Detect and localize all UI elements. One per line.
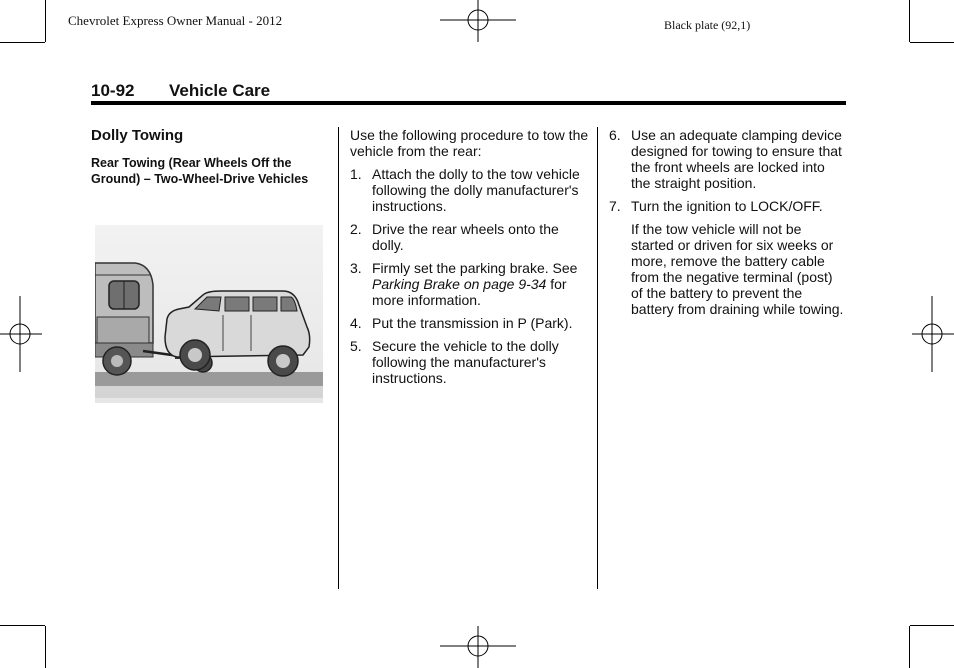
registration-mark-right (912, 296, 954, 372)
cross-reference-link[interactable]: Parking Brake on page 9-34 (372, 276, 547, 292)
heading-dolly-towing: Dolly Towing (91, 127, 184, 144)
step-text: Drive the rear wheels onto the dolly. (372, 221, 559, 253)
battery-note: If the tow vehicle will not be started or driven for six weeks or more, remove the battery cable from the negative terminal (post) of the battery to prevent the battery from draining while towing. (631, 221, 844, 317)
step-number: 4. (350, 315, 362, 331)
step-text: Firmly set the parking brake. See (372, 260, 578, 276)
list-item (609, 198, 846, 214)
registration-mark-bottom (440, 626, 516, 668)
list-item (350, 315, 590, 331)
list-item (350, 221, 590, 253)
subheading-rear-towing: Rear Towing (Rear Wheels Off the Ground) – Two-Wheel-Drive Vehicles (91, 156, 309, 186)
step-number: 5. (350, 338, 362, 354)
step-number: 2. (350, 221, 362, 237)
step-text: Attach the dolly to the tow vehicle following the dolly manufacturer's instructions. (372, 166, 580, 214)
step-number: 6. (609, 127, 621, 143)
list-item (350, 166, 590, 214)
section-header (91, 81, 846, 105)
plate-label: Black plate (92,1) (664, 18, 751, 32)
column-divider-1 (338, 127, 339, 589)
tow-vehicle-on-dolly-illustration (95, 225, 323, 403)
column-3 (609, 127, 846, 324)
manual-title: Chevrolet Express Owner Manual - 2012 (68, 13, 283, 28)
step-text: Use an adequate clamping device designed for towing to ensure that the front wheels are locked into the straight position. (631, 127, 842, 191)
step-text: Put the transmission in P (Park). (372, 315, 573, 331)
step-number: 1. (350, 166, 362, 182)
page-number: 10-92 (91, 81, 135, 100)
registration-mark-left (0, 296, 42, 372)
procedure-intro: Use the following procedure to tow the vehicle from the rear: (350, 127, 589, 159)
column-1 (91, 127, 323, 187)
section-title: Vehicle Care (169, 81, 271, 100)
column-divider-2 (597, 127, 598, 589)
step-text: Secure the vehicle to the dolly following the manufacturer's instructions. (372, 338, 559, 386)
step-text: Turn the ignition to LOCK/OFF. (631, 198, 823, 214)
list-item (350, 338, 590, 386)
registration-mark-top (440, 0, 516, 42)
step-text-continued: for more information. (372, 276, 567, 308)
list-item (609, 127, 846, 191)
step-number: 3. (350, 260, 362, 276)
column-2 (350, 127, 590, 393)
list-item (350, 260, 590, 308)
step-number: 7. (609, 198, 621, 214)
